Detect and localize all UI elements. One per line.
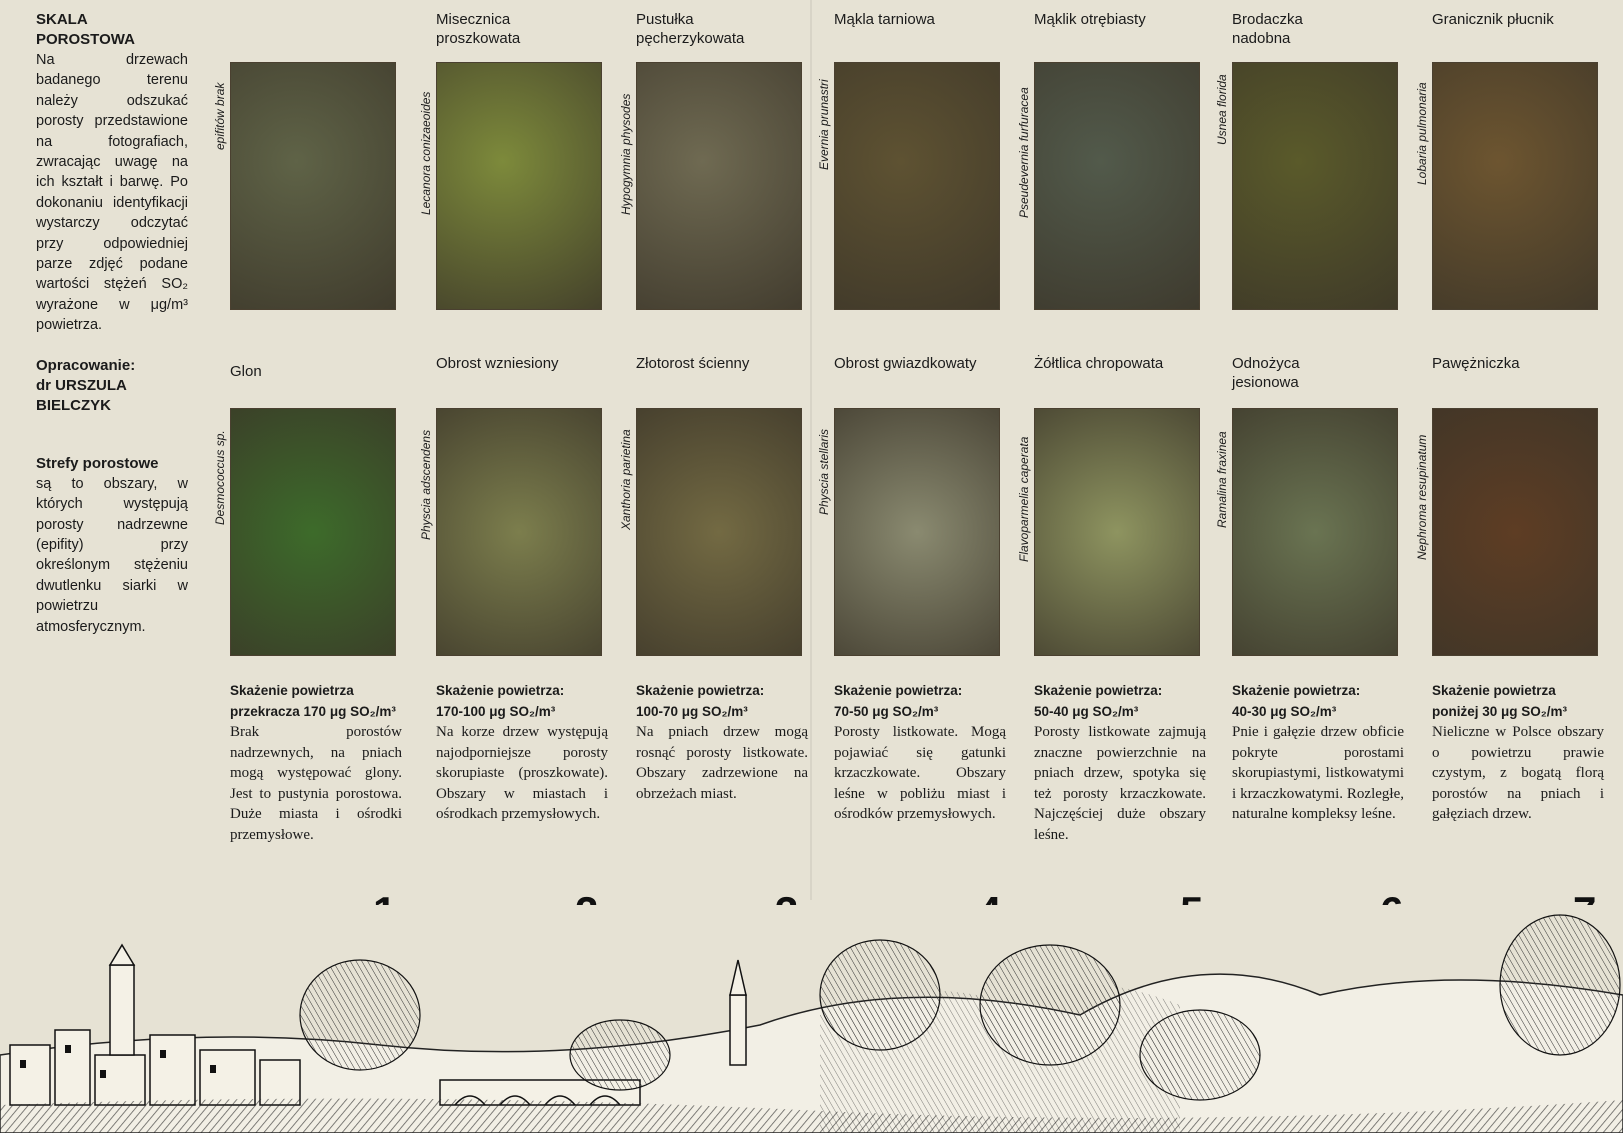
zone-description: Na pniach drzew mogą rosnąć porosty listkowate. Obszary zadrzewione na obrzeżach miast.: [636, 724, 808, 802]
top-species-latin: Lecanora conizaeoides: [419, 91, 433, 215]
pollution-description: [1232, 680, 1404, 825]
top-species-photo: [636, 62, 802, 310]
bottom-species-photo: [1034, 408, 1200, 656]
zones-block: [36, 454, 188, 637]
top-species-name: Pustułka pęcherzykowata: [636, 11, 745, 47]
top-species-name: Mąklik otrębiasty: [1034, 11, 1146, 28]
bottom-species-photo: [230, 408, 396, 656]
bottom-species-photo: [1432, 408, 1598, 656]
zone-description: Porosty listkowate. Mogą pojawiać się gatunki krzaczkowate. Obszary leśne w pobliżu miast i ośrodków przemysłowych.: [834, 724, 1006, 822]
intro-block: [36, 10, 188, 336]
zone-description: Pnie i gałęzie drzew obficie pokryte porostami skorupiastymi, listkowatymi i krzaczkowatymi. Rozległe, naturalne kompleksy leśne.: [1232, 724, 1404, 822]
bottom-species-photo: [436, 408, 602, 656]
top-species-name: Mąkla tarniowa: [834, 11, 935, 28]
bottom-species-name: Obrost gwiazdkowaty: [834, 355, 977, 372]
top-species-latin: Evernia prunastri: [817, 79, 831, 170]
pollution-range: 100-70 μg SO₂/m³: [636, 704, 748, 719]
bottom-species-latin: Desmococcus sp.: [213, 430, 227, 525]
top-species-photo: [1034, 62, 1200, 310]
zones-title: Strefy porostowe: [36, 454, 159, 472]
author-block: [36, 356, 188, 416]
bottom-species-photo: [636, 408, 802, 656]
bottom-species-latin: Physcia adscendens: [419, 429, 433, 540]
top-species-photo: [1432, 62, 1598, 310]
bottom-species-latin: Flavoparmelia caperata: [1017, 436, 1031, 562]
pollution-title: Skażenie powietrza:: [636, 683, 765, 698]
pollution-title: Skażenie powietrza:: [834, 683, 963, 698]
pollution-range: przekracza 170 μg SO₂/m³: [230, 704, 396, 719]
bottom-species-latin: Physcia stellaris: [817, 428, 831, 515]
zone-description: Na korze drzew występują najodporniejsze porosty skorupiaste (proszkowate). Obszary w miastach i ośrodkach przemysłowych.: [436, 724, 608, 822]
bottom-species-name: Obrost wzniesiony: [436, 355, 559, 372]
scale-title: SKALA POROSTOWA: [36, 11, 135, 48]
author-name: dr URSZULA BIELCZYK: [36, 376, 127, 414]
pollution-description: [834, 680, 1006, 825]
top-species-name: Brodaczka nadobna: [1232, 11, 1303, 47]
pollution-range: 70-50 μg SO₂/m³: [834, 704, 939, 719]
pollution-title: Skażenie powietrza:: [436, 683, 565, 698]
top-species-name: Misecznica proszkowata: [436, 11, 521, 47]
pollution-description: [436, 680, 608, 825]
bottom-species-latin: Ramalina fraxinea: [1215, 431, 1229, 528]
intro-text: Na drzewach badanego terenu należy odszukać porosty przedstawione na fotografiach, zwracając uwagę na ich kształt i barwę. Po dokonaniu identyfikacji wystarczy odczytać przy odpowiedniej parze zdjęć podane wartości stężeń SO₂ wyrażone w μg/m³ powietrza.: [36, 52, 188, 334]
top-species-photo: [834, 62, 1000, 310]
top-species-photo: [230, 62, 396, 310]
bottom-species-latin: Nephroma resupinatum: [1415, 434, 1429, 560]
bottom-species-name: Pawężniczka: [1432, 355, 1520, 372]
bottom-species-name: Złotorost ścienny: [636, 355, 750, 372]
landscape-illustration: [0, 905, 1623, 1133]
pollution-title: Skażenie powietrza:: [1232, 683, 1361, 698]
bottom-species-photo: [834, 408, 1000, 656]
top-species-latin: Hypogymnia physodes: [619, 93, 633, 215]
pollution-description: [230, 680, 402, 845]
sidebar: [36, 10, 188, 655]
top-species-photo: [1232, 62, 1398, 310]
pollution-range: poniżej 30 μg SO₂/m³: [1432, 704, 1568, 719]
bottom-species-name: Odnożyca jesionowa: [1232, 355, 1300, 391]
bottom-species-name: Żółtlica chropowata: [1034, 355, 1164, 372]
pollution-description: [1034, 680, 1206, 845]
pollution-title: Skażenie powietrza: [230, 683, 354, 698]
top-species-latin: Usnea florida: [1215, 74, 1229, 145]
pollution-range: 50-40 μg SO₂/m³: [1034, 704, 1139, 719]
zone-description: Brak porostów nadrzewnych, na pniach mogą występować glony. Jest to pustynia porostowa. Duże miasta i ośrodki przemysłowe.: [230, 724, 402, 843]
page-fold: [810, 0, 812, 900]
pollution-range: 170-100 μg SO₂/m³: [436, 704, 556, 719]
top-species-latin: Pseudevernia furfuracea: [1017, 87, 1031, 218]
author-label: Opracowanie:: [36, 356, 136, 374]
bottom-species-name: Glon: [230, 363, 262, 380]
pollution-description: [1432, 680, 1604, 825]
top-species-photo: [436, 62, 602, 310]
zone-description: Porosty listkowate zajmują znaczne powierzchnie na pniach drzew, spotyka się też porosty krzaczkowate. Najczęściej duże obszary leśne.: [1034, 724, 1206, 843]
top-species-name: Granicznik płucnik: [1432, 11, 1554, 28]
pollution-description: [636, 680, 808, 804]
top-species-latin: epifitów brak: [213, 82, 227, 150]
zones-text: są to obszary, w których występują porosty nadrzewne (epifity) przy określonym stężeniu dwutlenku siarki w powietrzu atmosferycznym.: [36, 475, 188, 635]
bottom-species-latin: Xanthoria parietina: [619, 429, 633, 530]
bottom-species-photo: [1232, 408, 1398, 656]
top-species-latin: Lobaria pulmonaria: [1415, 82, 1429, 185]
zone-description: Nieliczne w Polsce obszary o powietrzu prawie czystym, z bogatą florą porostów na pniach i gałęziach drzew.: [1432, 724, 1604, 822]
pollution-range: 40-30 μg SO₂/m³: [1232, 704, 1337, 719]
pollution-title: Skażenie powietrza: [1432, 683, 1556, 698]
pollution-title: Skażenie powietrza:: [1034, 683, 1163, 698]
